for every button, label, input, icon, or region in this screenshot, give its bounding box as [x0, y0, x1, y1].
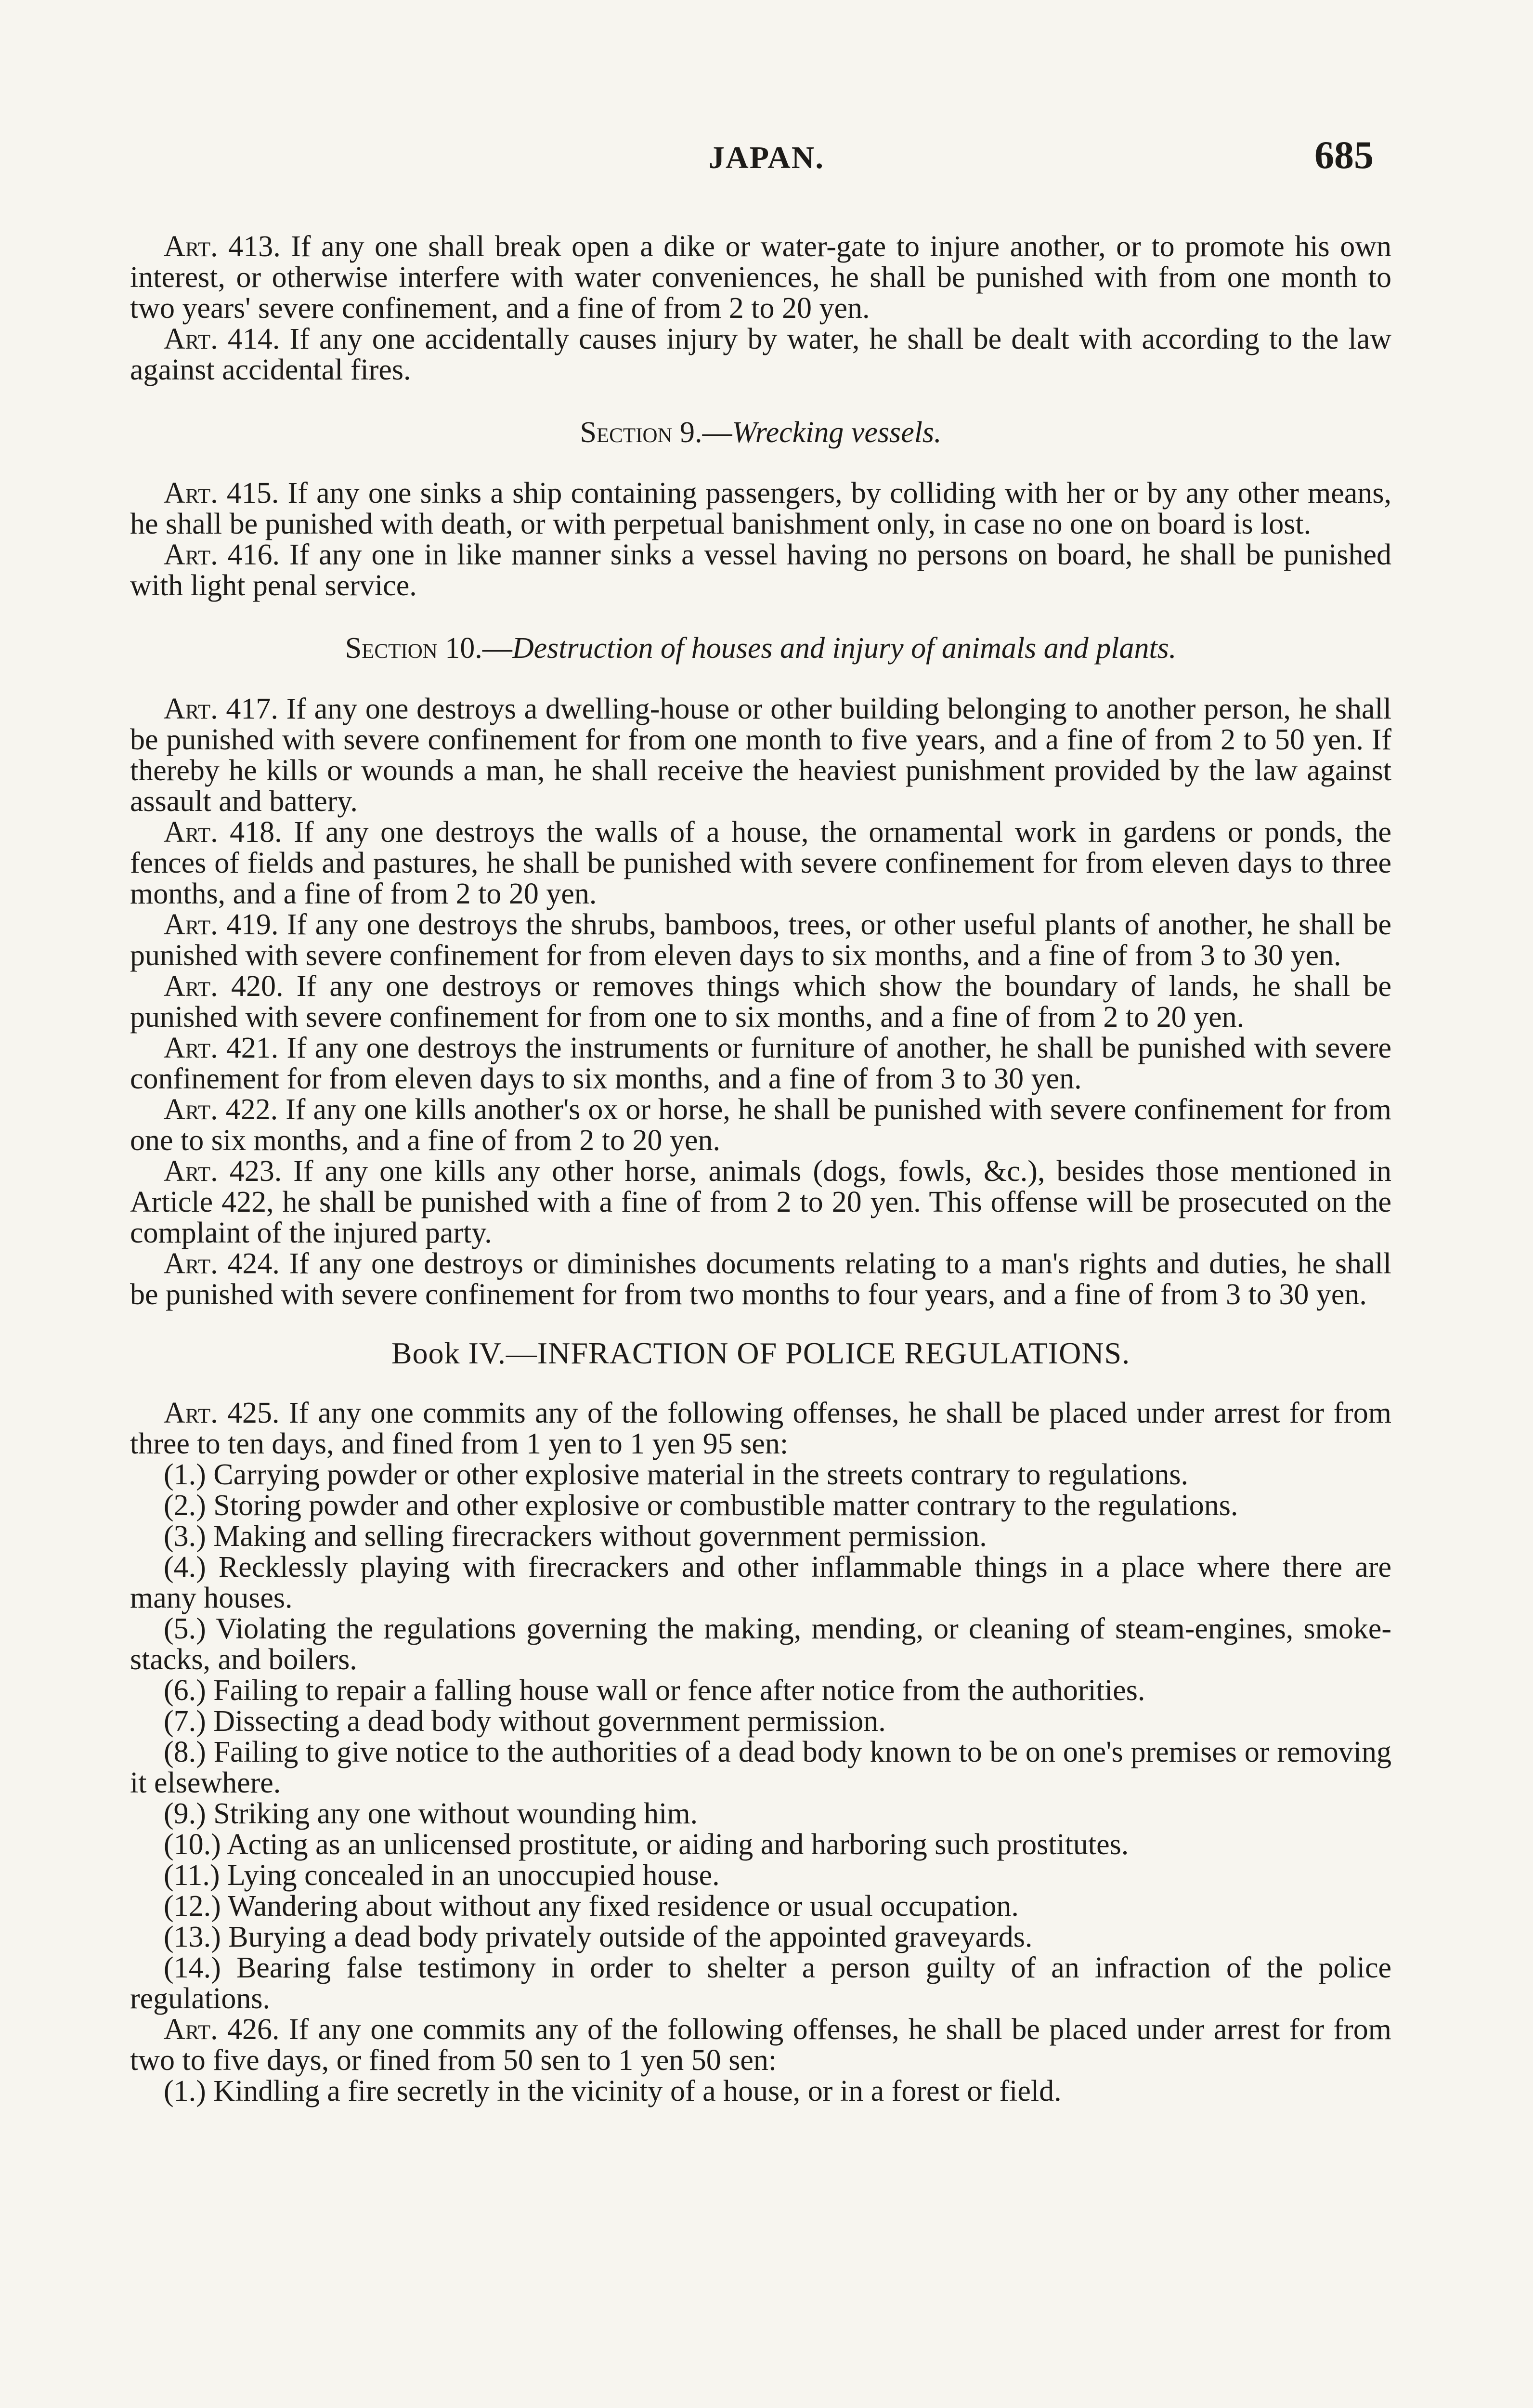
list-item-number: (8.) — [164, 1736, 206, 1768]
list-item-text: Kindling a fire secretly in the vicinity of a house, or in a forest or field. — [206, 2075, 1062, 2107]
list-item-number: (9.) — [164, 1797, 206, 1830]
list-item-number: (11.) — [164, 1859, 220, 1892]
article-text: If any one in like manner sinks a vessel having no persons on board, he shall be punished with light penal service. — [130, 538, 1392, 602]
article-label: Art. 416. — [164, 538, 280, 571]
article-paragraph — [130, 324, 1391, 385]
article-label: Art. 417. — [164, 693, 278, 725]
list-item — [130, 1675, 1391, 1706]
article-label: Art. 413. — [164, 230, 281, 263]
list-item — [130, 1891, 1391, 1922]
list-item-text: Bearing false testimony in order to shelter a person guilty of an infraction of the police regulations. — [130, 1951, 1391, 2015]
page-number: 685 — [1314, 133, 1374, 177]
list-item-number: (10.) — [164, 1828, 221, 1861]
article-paragraph — [130, 1156, 1391, 1248]
list-item-number: (1.) — [164, 1458, 206, 1491]
article-label: Art. 414. — [164, 323, 280, 355]
list-item-text: Burying a dead body privately outside of the appointed graveyards. — [221, 1921, 1033, 1953]
article-label: Art. 422. — [164, 1093, 278, 1126]
article-paragraph — [130, 1248, 1391, 1310]
book-heading: Book IV.—INFRACTION OF POLICE REGULATIONS. — [391, 1336, 1130, 1370]
section-heading: Section 9.—Wrecking vessels. — [580, 416, 942, 449]
running-title: JAPAN. — [709, 140, 824, 175]
article-text: If any one destroys the shrubs, bamboos, trees, or other useful plants of another, he shall be punished with severe confinement for from eleven days to six months, and a fine of from 3 to 30 yen. — [130, 908, 1391, 972]
article-label: Art. 423. — [164, 1155, 282, 1188]
article-text: If any one destroys a dwelling-house or other building belonging to another person, he shall be punished with severe confinement for from one month to five years, and a fine of from 2 to 50 yen. If thereby he kills or wounds a man, he shall receive the heaviest punishment provided by the law against assault and battery. — [130, 693, 1391, 818]
list-item-number: (14.) — [164, 1951, 221, 1984]
list-item-text: Lying concealed in an unoccupied house. — [220, 1859, 720, 1892]
list-item-text: Failing to repair a falling house wall or fence after notice from the authorities. — [206, 1674, 1145, 1707]
article-text: If any one commits any of the following offenses, he shall be placed under arrest for from two to five days, or fined from 50 sen to 1 yen 50 sen: — [130, 2013, 1391, 2077]
section-label: Section 9. — [580, 416, 702, 449]
list-item-number: (2.) — [164, 1489, 206, 1522]
list-item-number: (12.) — [164, 1890, 221, 1923]
list-item — [130, 1798, 1391, 1829]
list-item — [130, 1490, 1391, 1521]
list-item-text: Violating the regulations governing the making, mending, or cleaning of steam-engines, smoke-stacks, and boilers. — [130, 1612, 1391, 1676]
article-label: Art. 426. — [164, 2013, 280, 2046]
section-title: Wrecking vessels. — [732, 416, 942, 449]
article-text: If any one kills another's ox or horse, he shall be punished with severe confinement for from one to six months, and a fine of from 2 to 20 yen. — [130, 1093, 1391, 1157]
list-item-number: (7.) — [164, 1705, 206, 1738]
list-item — [130, 1613, 1391, 1675]
article-paragraph — [130, 909, 1391, 971]
article-label: Art. 418. — [164, 816, 282, 849]
section-label: Section 10. — [345, 632, 482, 665]
article-text: If any one sinks a ship containing passengers, by colliding with her or by any other means, he shall be punished with death, or with perpetual banishment only, in case no one on board is lost. — [130, 477, 1391, 540]
list-item-text: Making and selling firecrackers without government permission. — [206, 1520, 987, 1553]
article-text: If any one kills any other horse, animals (dogs, fowls, &c.), besides those mentioned in Article 422, he shall be punished with a fine of from 2 to 20 yen. This offense will be prosecuted on the complaint of the injured party. — [130, 1155, 1392, 1249]
article-paragraph — [130, 1094, 1391, 1156]
article-text: If any one destroys or removes things which show the boundary of lands, he shall be punished with severe confinement for from one to six months, and a fine of from 2 to 20 yen. — [130, 970, 1391, 1034]
list-item-number: (6.) — [164, 1674, 206, 1707]
list-item-text: Carrying powder or other explosive material in the streets contrary to regulations. — [206, 1458, 1189, 1491]
list-item-number: (3.) — [164, 1520, 206, 1553]
article-text: If any one accidentally causes injury by water, he shall be dealt with according to the law against accidental fires. — [130, 323, 1391, 386]
article-paragraph — [130, 1398, 1391, 1459]
list-item — [130, 1521, 1391, 1552]
list-item — [130, 1922, 1391, 1952]
article-text: If any one destroys the walls of a house, the ornamental work in gardens or ponds, the fences of fields and pastures, he shall be punished with severe confinement for from eleven days to three months, and a fine of from 2 to 20 yen. — [130, 816, 1391, 910]
list-item-number: (1.) — [164, 2075, 206, 2107]
document-body — [130, 231, 1391, 2107]
article-label: Art. 419. — [164, 908, 279, 941]
article-paragraph — [130, 817, 1391, 909]
section-title: Destruction of houses and injury of animals and plants. — [512, 632, 1177, 665]
article-label: Art. 420. — [164, 970, 284, 1003]
list-item-text: Acting as an unlicensed prostitute, or aiding and harboring such prostitutes. — [221, 1828, 1129, 1861]
article-label: Art. 425. — [164, 1397, 280, 1429]
article-paragraph — [130, 694, 1391, 817]
list-item — [130, 1737, 1391, 1798]
article-paragraph — [130, 539, 1391, 601]
list-item-number: (5.) — [164, 1612, 206, 1645]
article-paragraph — [130, 1033, 1391, 1094]
article-label: Art. 421. — [164, 1032, 279, 1064]
article-paragraph — [130, 231, 1391, 324]
article-label: Art. 415. — [164, 477, 279, 510]
list-item-text: Striking any one without wounding him. — [206, 1797, 698, 1830]
article-paragraph — [130, 2014, 1391, 2076]
list-item — [130, 1552, 1391, 1613]
list-item — [130, 1459, 1391, 1490]
article-text: If any one commits any of the following offenses, he shall be placed under arrest for from three to ten days, and fined from 1 yen to 1 yen 95 sen: — [130, 1397, 1391, 1460]
list-item-text: Recklessly playing with firecrackers and other inflammable things in a place where there are many houses. — [130, 1551, 1391, 1614]
article-label: Art. 424. — [164, 1247, 280, 1280]
section-heading: Section 10.—Destruction of houses and injury of animals and plants. — [345, 632, 1177, 665]
article-text: If any one shall break open a dike or water-gate to injure another, or to promote his own interest, or otherwise interfere with water conveniences, he shall be punished with from one month to two years' severe confinement, and a fine of from 2 to 20 yen. — [130, 230, 1391, 325]
article-paragraph — [130, 971, 1391, 1033]
list-item — [130, 1860, 1391, 1891]
article-text: If any one destroys the instruments or furniture of another, he shall be punished with severe confinement for from eleven days to six months, and a fine of from 3 to 30 yen. — [130, 1032, 1391, 1095]
list-item-number: (13.) — [164, 1921, 221, 1953]
list-item-text: Wandering about without any fixed residence or usual occupation. — [221, 1890, 1019, 1923]
list-item-text: Dissecting a dead body without government permission. — [206, 1705, 886, 1738]
list-item-text: Storing powder and other explosive or combustible matter contrary to the regulations. — [206, 1489, 1238, 1522]
list-item-number: (4.) — [164, 1551, 206, 1584]
list-item-text: Failing to give notice to the authorities of a dead body known to be on one's premises or removing it elsewhere. — [130, 1736, 1391, 1799]
list-item — [130, 2076, 1391, 2107]
article-text: If any one destroys or diminishes documents relating to a man's rights and duties, he shall be punished with severe confinement for from two months to four years, and a fine of from 3 to 30 yen. — [130, 1247, 1392, 1311]
article-paragraph — [130, 478, 1391, 539]
list-item — [130, 1706, 1391, 1737]
list-item — [130, 1952, 1391, 2014]
list-item — [130, 1829, 1391, 1860]
